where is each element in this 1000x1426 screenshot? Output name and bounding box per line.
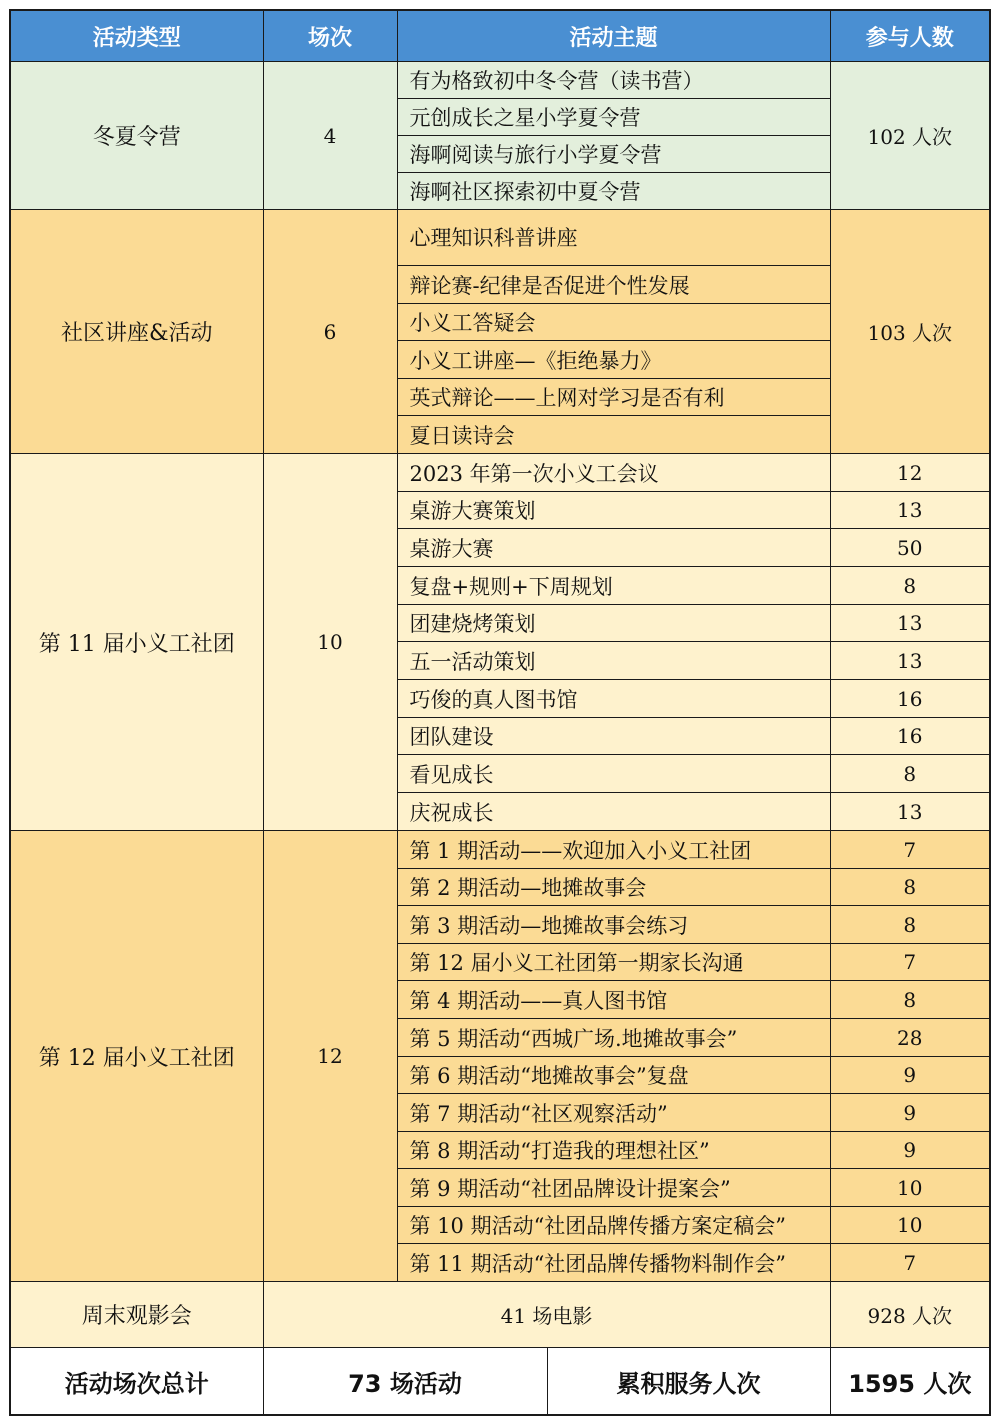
people-cell: 16 (830, 680, 990, 718)
people-cell: 103 人次 (830, 210, 990, 454)
activity-table (9, 9, 991, 1416)
topic-cell: 团队建设 (397, 718, 830, 755)
table-row (10, 454, 990, 492)
table-row (10, 831, 990, 869)
people-cell: 16 (830, 718, 990, 755)
topic-cell: 第 2 期活动—地摊故事会 (397, 869, 830, 906)
topic-cell: 辩论赛-纪律是否促进个性发展 (397, 266, 830, 304)
topic-cell: 桌游大赛 (397, 529, 830, 567)
header-people: 参与人数 (830, 10, 990, 62)
people-cell: 12 (830, 454, 990, 492)
topic-cell: 团建烧烤策划 (397, 605, 830, 642)
people-cell: 928 人次 (830, 1282, 990, 1348)
topic-cell: 第 4 期活动——真人图书馆 (397, 981, 830, 1019)
total-value: 73 场活动 (263, 1348, 547, 1416)
topic-cell: 第 7 期活动“社区观察活动” (397, 1094, 830, 1132)
table-row (10, 210, 990, 266)
table-header-row (10, 10, 990, 62)
topic-cell: 第 5 期活动“西城广场.地摊故事会” (397, 1019, 830, 1057)
topic-cell: 庆祝成长 (397, 793, 830, 831)
count-cell: 10 (263, 454, 397, 831)
people-cell: 8 (830, 755, 990, 793)
topic-cell: 海啊阅读与旅行小学夏令营 (397, 136, 830, 173)
people-cell: 102 人次 (830, 62, 990, 210)
people-cell: 8 (830, 906, 990, 944)
topic-cell: 心理知识科普讲座 (397, 210, 830, 266)
topic-cell: 夏日读诗会 (397, 416, 830, 454)
people-cell: 9 (830, 1057, 990, 1094)
category-cell: 第 12 届小义工社团 (10, 831, 263, 1282)
people-cell: 10 (830, 1169, 990, 1207)
people-cell: 10 (830, 1207, 990, 1244)
topic-cell: 看见成长 (397, 755, 830, 793)
topic-cell: 第 11 期活动“社团品牌传播物料制作会” (397, 1244, 830, 1282)
topic-cell: 第 1 期活动——欢迎加入小义工社团 (397, 831, 830, 869)
people-cell: 9 (830, 1094, 990, 1132)
people-cell: 13 (830, 605, 990, 642)
header-count: 场次 (263, 10, 397, 62)
topic-cell: 第 3 期活动—地摊故事会练习 (397, 906, 830, 944)
people-cell: 13 (830, 492, 990, 529)
people-cell: 7 (830, 1244, 990, 1282)
people-cell: 13 (830, 642, 990, 680)
topic-cell: 第 10 期活动“社团品牌传播方案定稿会” (397, 1207, 830, 1244)
topic-cell: 海啊社区探索初中夏令营 (397, 173, 830, 210)
topic-cell: 第 9 期活动“社团品牌设计提案会” (397, 1169, 830, 1207)
topic-cell: 五一活动策划 (397, 642, 830, 680)
topic-cell: 有为格致初中冬令营（读书营） (397, 62, 830, 99)
topic-cell: 2023 年第一次小义工会议 (397, 454, 830, 492)
category-cell: 社区讲座&活动 (10, 210, 263, 454)
people-cell: 8 (830, 981, 990, 1019)
topic-cell: 第 8 期活动“打造我的理想社区” (397, 1132, 830, 1169)
people-cell: 7 (830, 944, 990, 981)
count-cell: 12 (263, 831, 397, 1282)
people-cell: 9 (830, 1132, 990, 1169)
topic-cell: 第 6 期活动“地摊故事会”复盘 (397, 1057, 830, 1094)
category-cell: 周末观影会 (10, 1282, 263, 1348)
count-cell: 6 (263, 210, 397, 454)
topic-cell: 复盘+规则+下周规划 (397, 567, 830, 605)
category-cell: 第 11 届小义工社团 (10, 454, 263, 831)
table-row (10, 1282, 990, 1348)
people-cell: 28 (830, 1019, 990, 1057)
total-row (10, 1348, 990, 1416)
service-label: 累积服务人次 (547, 1348, 830, 1416)
category-cell: 冬夏令营 (10, 62, 263, 210)
topic-cell: 英式辩论——上网对学习是否有利 (397, 379, 830, 416)
header-type: 活动类型 (10, 10, 263, 62)
topic-cell: 桌游大赛策划 (397, 492, 830, 529)
header-topic: 活动主题 (397, 10, 830, 62)
people-cell: 50 (830, 529, 990, 567)
people-cell: 13 (830, 793, 990, 831)
movie-topic-cell: 41 场电影 (263, 1282, 830, 1348)
topic-cell: 巧俊的真人图书馆 (397, 680, 830, 718)
count-cell: 4 (263, 62, 397, 210)
table-row (10, 62, 990, 99)
total-label: 活动场次总计 (10, 1348, 263, 1416)
people-cell: 8 (830, 869, 990, 906)
topic-cell: 元创成长之星小学夏令营 (397, 99, 830, 136)
people-cell: 8 (830, 567, 990, 605)
topic-cell: 第 12 届小义工社团第一期家长沟通 (397, 944, 830, 981)
topic-cell: 小义工讲座—《拒绝暴力》 (397, 341, 830, 379)
service-value: 1595 人次 (830, 1348, 990, 1416)
people-cell: 7 (830, 831, 990, 869)
topic-cell: 小义工答疑会 (397, 304, 830, 341)
